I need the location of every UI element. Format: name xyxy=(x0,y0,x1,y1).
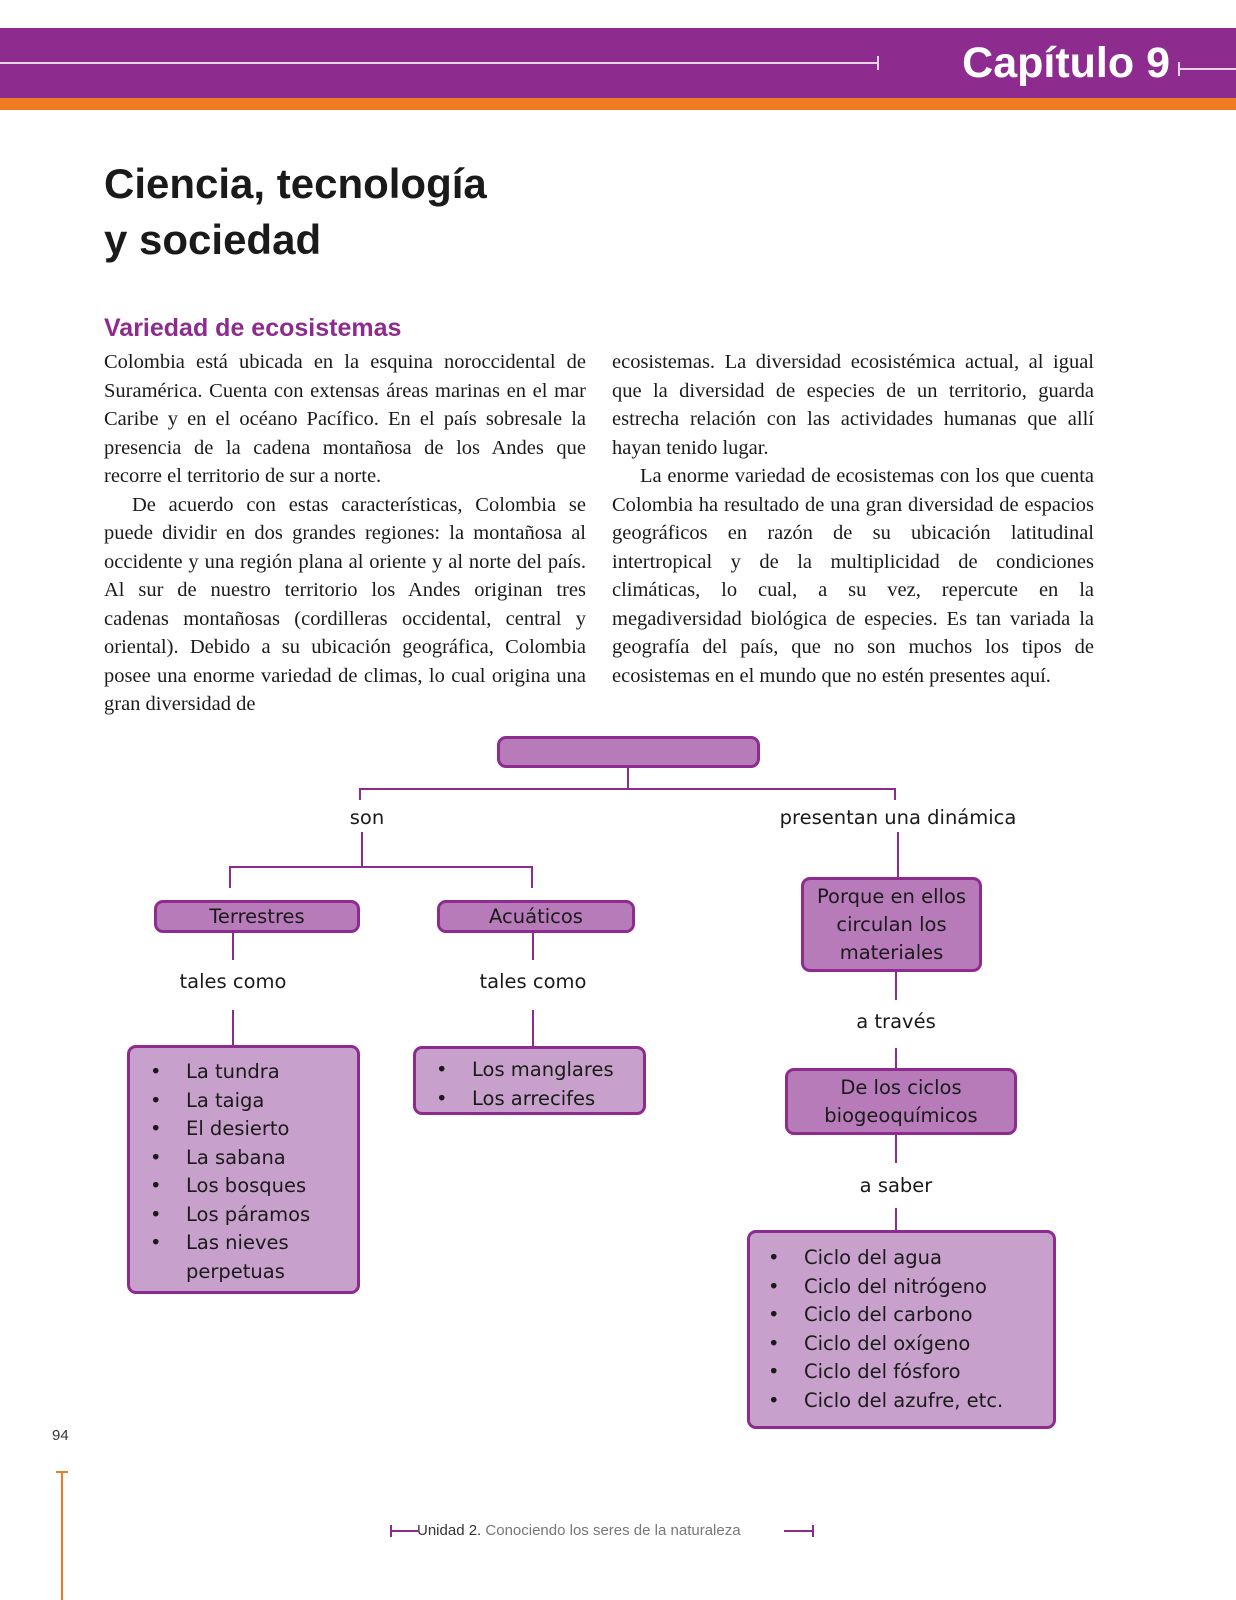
node-line: De los ciclos xyxy=(840,1075,962,1099)
footer-unit: Unidad 2. xyxy=(417,1522,482,1539)
node-terrestres: Terrestres xyxy=(154,900,360,933)
list-item: • Ciclo del azufre, etc. xyxy=(768,1387,1045,1416)
margin-rule xyxy=(61,1472,63,1600)
node-line: Porque en ellos xyxy=(816,884,967,908)
link-label-a-saber: a saber xyxy=(859,1174,933,1197)
list-item: • Ciclo del nitrógeno xyxy=(768,1273,1045,1302)
list-item: • Los arrecifes xyxy=(436,1085,635,1114)
list-item: • La sabana xyxy=(150,1144,349,1173)
paragraph: Colombia está ubicada en la esquina noroccidental de Suramérica. Cuenta con extensas áreas marinas en el mar Caribe y en el océano Pacífico. En el país sobresale la presencia de la cadena montañosa de los Andes que recorre el territorio de sur a norte. xyxy=(104,351,586,487)
paragraph: De acuerdo con estas características, Colombia se puede dividir en dos grandes regiones: la montañosa al occidente y una región plana al oriente y al norte del país. Al sur de nuestro territorio los Andes originan tres cadenas montañosas (cordilleras occidental, central y oriental). Debido a su ubicación geográfica, Colombia posee una enorme variedad de climas, lo cual origina una gran diversidad de xyxy=(104,493,586,715)
link-label-son: son xyxy=(349,806,385,829)
cycles-list xyxy=(747,1230,1056,1429)
paragraph: La enorme variedad de ecosistemas con los que cuenta Colombia ha resultado de una gran diversidad de espacios geográficos en razón de su ubicación latitudinal intertropical y de la multiplicidad de condiciones climáticas, lo cual, a su vez, repercute en la megadiversidad biológica de especies. Es tan variada la geografía del país, que no son muchos los tipos de ecosistemas en el mundo que no estén presentes aquí. xyxy=(612,465,1094,687)
list-item: • Los manglares xyxy=(436,1056,635,1085)
page-title xyxy=(104,156,487,268)
list-item: • El desierto xyxy=(150,1115,349,1144)
aquatic-ecosystems-list xyxy=(413,1046,646,1115)
text-column-right xyxy=(612,348,1094,690)
footer-rule-right xyxy=(784,1530,814,1532)
header-rule-tick xyxy=(1178,62,1180,76)
link-label-tales-como: tales como xyxy=(479,970,587,993)
concept-map-root xyxy=(497,736,760,768)
page-title-line: y sociedad xyxy=(104,216,322,263)
list-item-line: perpetuas xyxy=(186,1259,285,1283)
list-item-line: • Las nieves xyxy=(186,1231,289,1254)
link-label-dinamica: presentan una dinámica xyxy=(779,806,1017,829)
text-column-left xyxy=(104,348,586,719)
link-label-tales-como: tales como xyxy=(179,970,287,993)
list-item: • La tundra xyxy=(150,1058,349,1087)
node-line: circulan los xyxy=(836,912,947,936)
header-rule-tick xyxy=(877,56,879,70)
footer-text xyxy=(417,1520,741,1542)
list-item: • Ciclo del oxígeno xyxy=(768,1330,1045,1359)
header-accent-stripe xyxy=(0,98,1236,110)
link-label-a-traves: a través xyxy=(856,1010,936,1033)
node-line: materiales xyxy=(839,940,944,964)
running-footer xyxy=(390,1520,814,1542)
header-rule-right xyxy=(1178,68,1236,70)
footer-rule-tick xyxy=(812,1525,814,1537)
footer-rule-left xyxy=(390,1530,418,1532)
node-acuaticos: Acuáticos xyxy=(437,900,635,933)
header-rule-left xyxy=(0,62,878,64)
list-item: • Los bosques xyxy=(150,1172,349,1201)
node-line: biogeoquímicos xyxy=(824,1103,978,1127)
section-heading: Variedad de ecosistemas xyxy=(104,314,402,342)
terrestrial-ecosystems-list xyxy=(127,1045,360,1294)
chapter-label: Capítulo 9 xyxy=(962,39,1170,87)
list-item: • Ciclo del fósforo xyxy=(768,1358,1045,1387)
list-item: • Los páramos xyxy=(150,1201,349,1230)
list-item xyxy=(150,1229,349,1286)
node-biogeochemical-cycles xyxy=(785,1068,1017,1135)
paragraph: ecosistemas. La diversidad ecosistémica actual, al igual que la diversidad de especies de un territorio, guarda estrecha relación con las actividades humanas que allí hayan tenido lugar. xyxy=(612,351,1094,459)
page-number: 94 xyxy=(52,1427,69,1444)
list-item: • La taiga xyxy=(150,1087,349,1116)
footer-unit-title: Conociendo los seres de la naturaleza xyxy=(485,1522,741,1539)
node-circulation xyxy=(801,877,982,972)
list-item: • Ciclo del carbono xyxy=(768,1301,1045,1330)
list-item: • Ciclo del agua xyxy=(768,1244,1045,1273)
page-title-line: Ciencia, tecnología xyxy=(104,160,487,207)
